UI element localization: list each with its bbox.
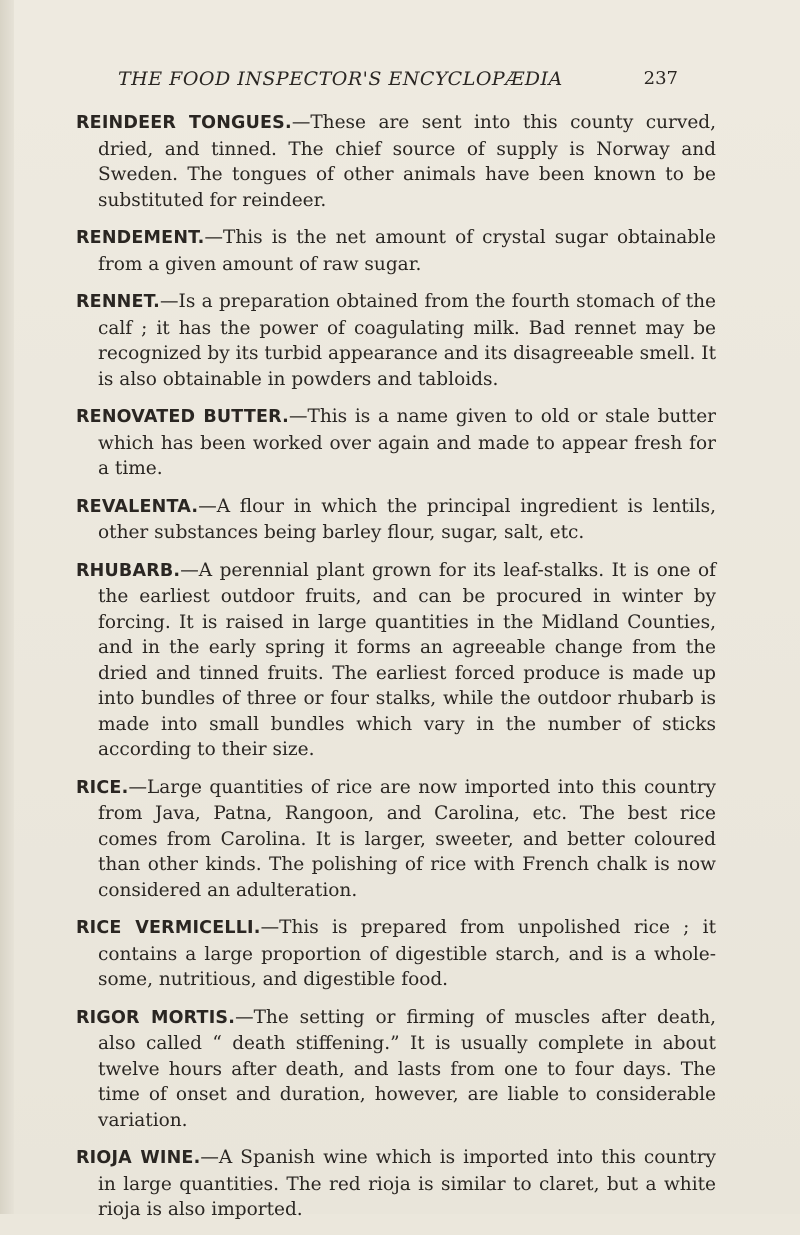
entry-rice [76,775,716,904]
entry-text: —This is prepared from unpolished rice ; it contains a large proportion of digestible starch, and is a whole-some, nutritious, and digestible food. [98,917,717,990]
entry-headword: RENDEMENT. [76,228,205,248]
entry-headword: RENOVATED BUTTER. [76,407,289,427]
entry-rennet [76,289,716,392]
entry-text: —These are sent into this county curved, dried, and tinned. The chief source of supply is Norway and Sweden. The tongues of other animals have been known to be substituted for reindeer. [98,112,716,211]
entry-rice-vermicelli [76,915,716,993]
entry-text: —This is a name given to old or stale butter which has been worked over again and made to appear fresh for a time. [98,406,716,479]
entry-text: —A flour in which the principal ingredient is lentils, other substances being barley flour, sugar, salt, etc. [98,495,716,543]
entry-headword: REINDEER TONGUES. [76,113,292,133]
entry-headword: RIOJA WINE. [76,1148,201,1168]
entry-revalenta [76,494,716,546]
page-header [118,68,678,98]
entry-rendement [76,225,716,277]
page-number: 237 [643,68,678,89]
running-title: THE FOOD INSPECTOR'S ENCYCLOPÆDIA [118,68,563,90]
entry-headword: REVALENTA. [76,496,199,517]
entry-reindeer-tongues [76,110,716,213]
entry-text: —Large quantities of rice are now imported into this country from Java, Patna, Rangoon, and Carolina, etc. The best rice comes from Carolina. It is larger, sweeter, and better coloured than other kinds. The polishing of rice with French chalk is now considered an adulteration. [98,776,716,901]
entry-text: —The setting or firming of muscles after death, also called “ death stiffening.” It is usually complete in about twelve hours after death, and lasts from one to four days. The time of onset and duration, however, are liable to considerable variation. [98,1006,716,1131]
entry-text: —A perennial plant grown for its leaf-stalks. It is one of the earliest outdoor fruits, and can be procured in winter by forcing. It is raised in large quantities in the Midland Counties, and in the early spring it forms an agreeable change from the dried and tinned fruits. The earliest forced produce is made up into bundles of three or four stalks, while the outdoor rhubarb is made into small bundles which vary in the number of sticks according to their size. [98,559,716,760]
entry-renovated-butter [76,404,716,482]
entry-text: —This is the net amount of crystal sugar obtainable from a given amount of raw sugar. [98,227,716,275]
entry-headword: RHUBARB. [76,560,181,581]
entry-headword: RIGOR MORTIS. [76,1007,236,1028]
entry-headword: RICE VERMICELLI. [76,918,261,938]
entry-headword: RICE. [76,777,129,798]
entry-text: —A Spanish wine which is imported into this country in large quantities. The red rioja is similar to claret, but a white rioja is also imported. [98,1147,716,1220]
entry-rigor-mortis [76,1005,716,1134]
entry-headword: RENNET. [76,292,161,312]
encyclopedia-entries [76,110,716,1235]
entry-rhubarb [76,558,716,763]
entry-text: —Is a preparation obtained from the fourth stomach of the calf ; it has the power of coagulating milk. Bad rennet may be recognized by its turbid appearance and its disagreeable smell. It is also obtainable in powders and tabloids. [98,291,716,390]
entry-rioja-wine [76,1145,716,1223]
page-gutter-shadow [0,0,14,1214]
